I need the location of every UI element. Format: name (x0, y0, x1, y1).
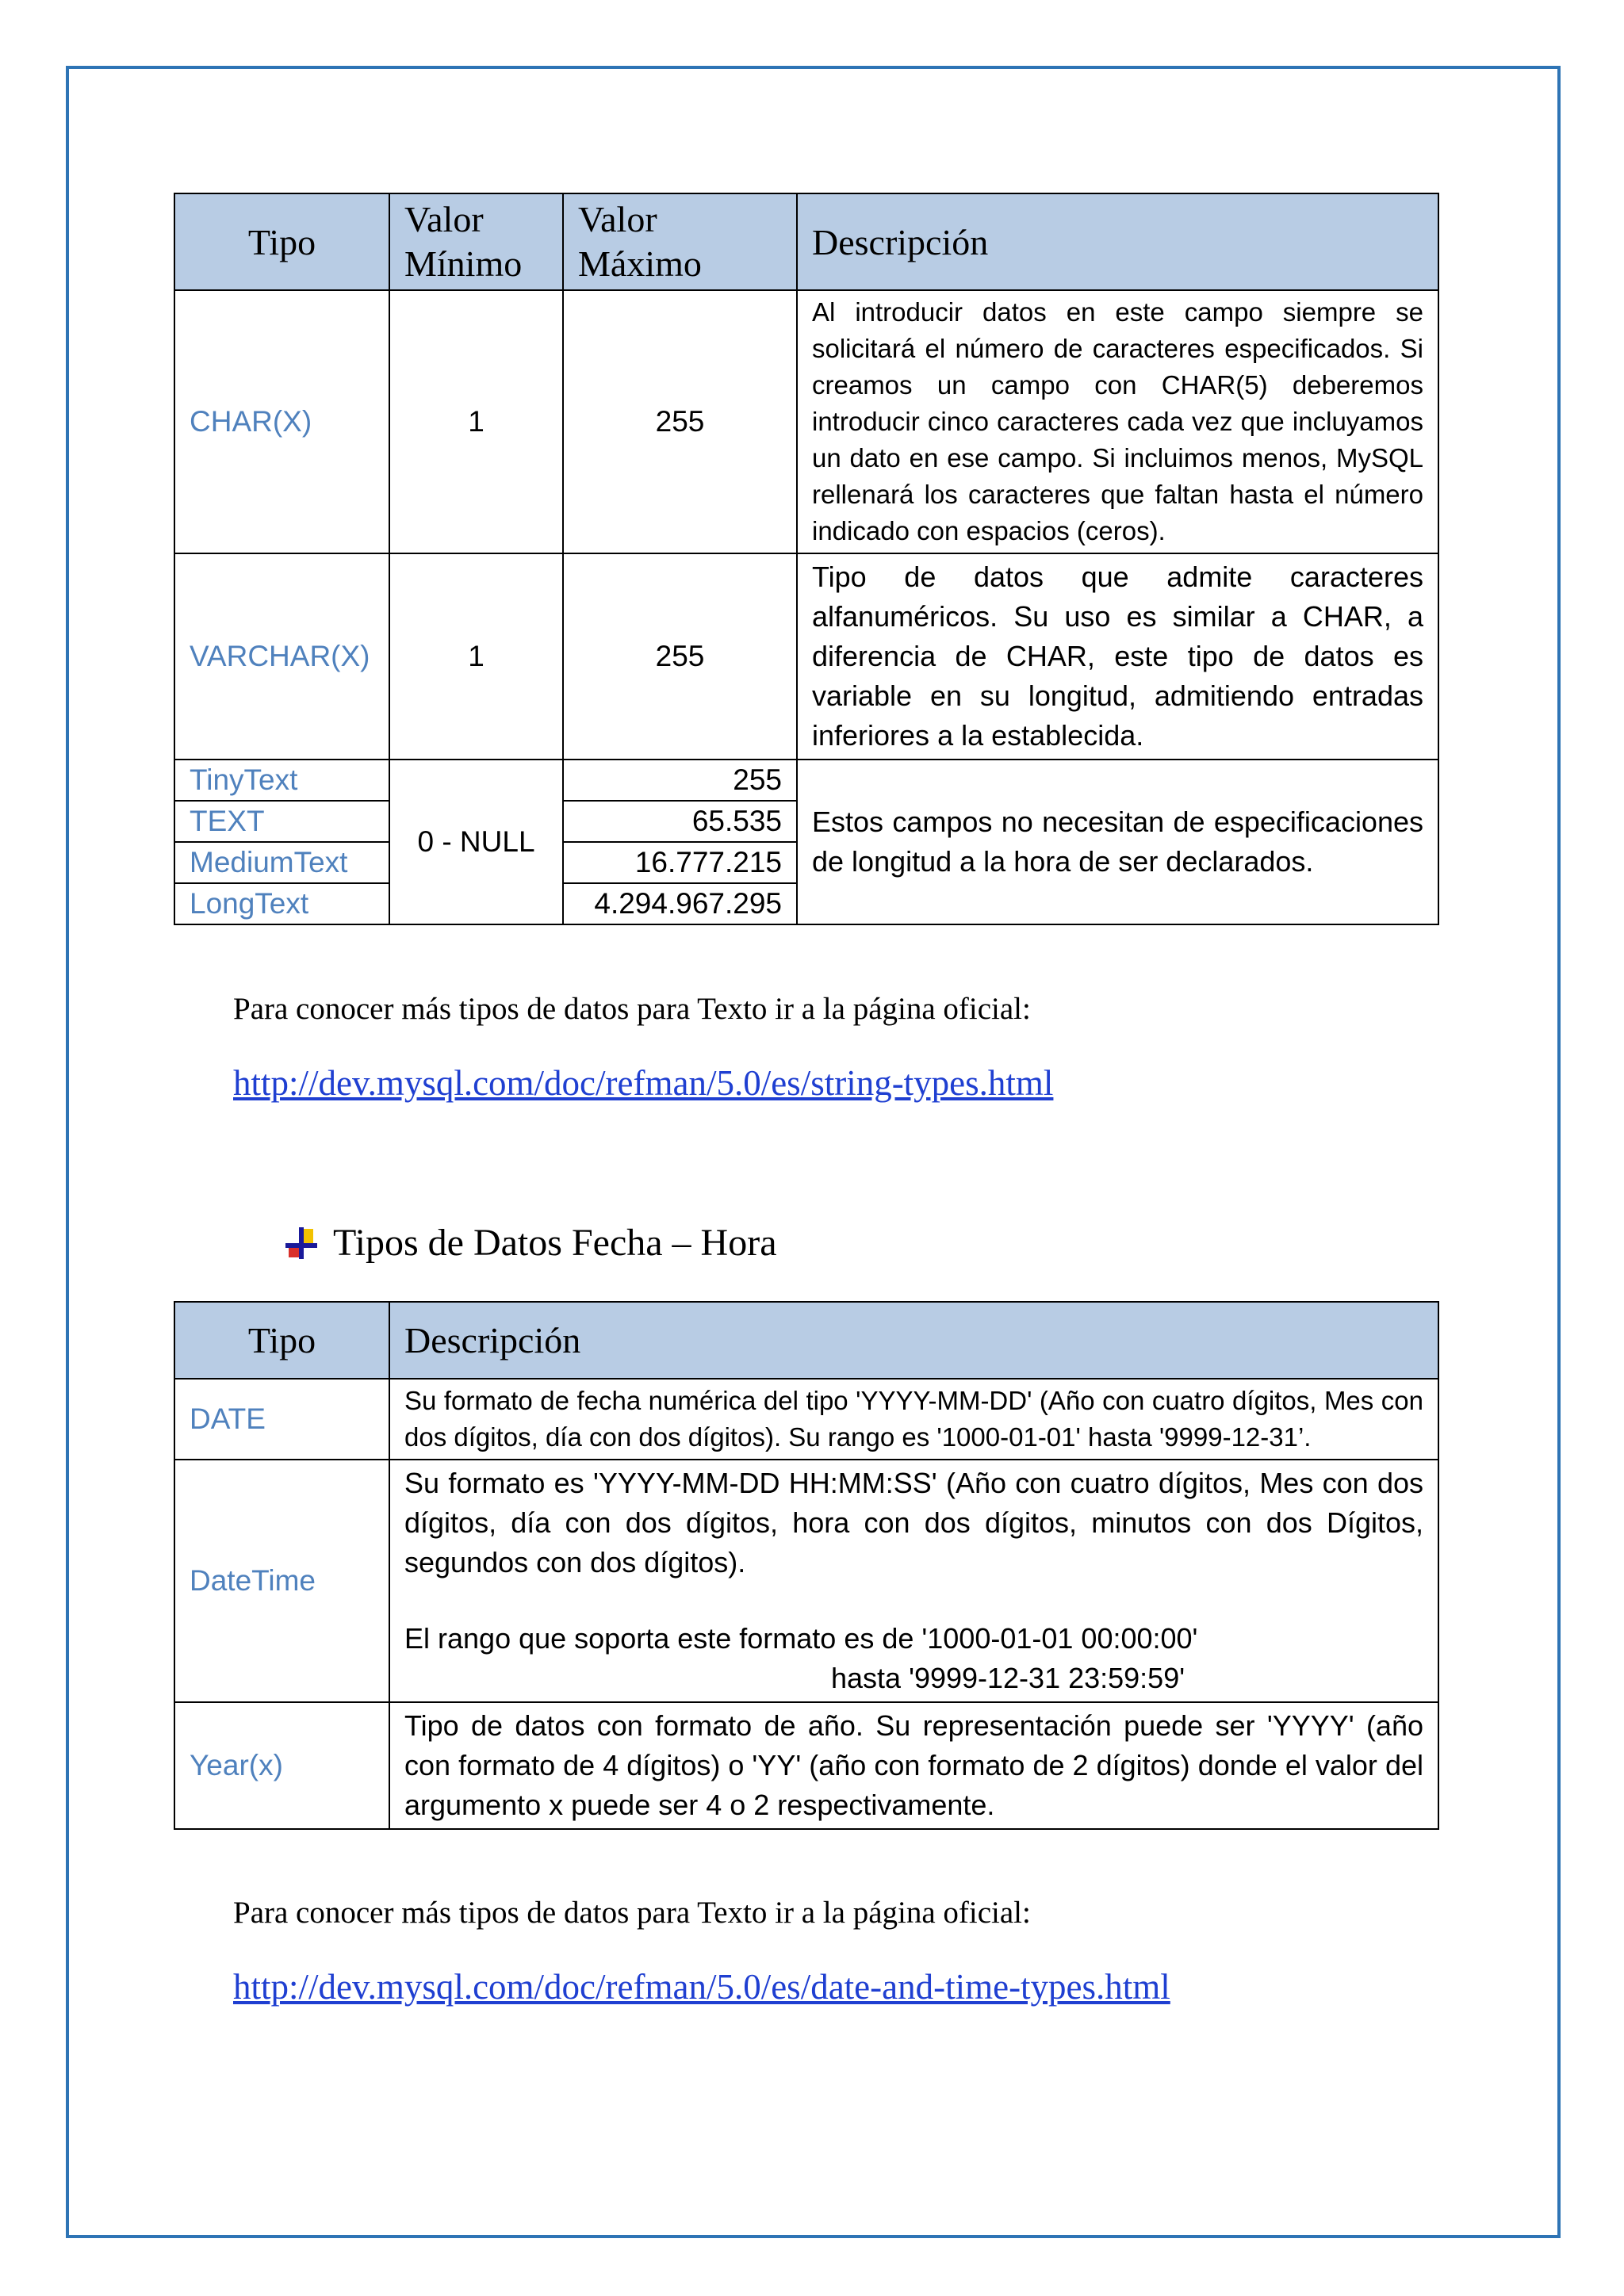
tinytext-max: 255 (563, 760, 797, 801)
datetime-description-p2: El rango que soporta este formato es de '1000-01-01 00:00:00' (404, 1622, 1198, 1655)
year-description: Tipo de datos con formato de año. Su representación puede ser 'YYYY' (año con formato de 4 dígitos) o 'YY' (año con formato de 2 dígitos) donde el valor del argumento x puede ser 4 o 2 respectivamente. (389, 1702, 1438, 1829)
text-group-min: 0 - NULL (389, 760, 563, 924)
text-max: 65.535 (563, 801, 797, 842)
header-max-line1: Valor (578, 199, 657, 239)
datetime-types-table (174, 1301, 1439, 1830)
type-mediumtext: MediumText (174, 842, 389, 883)
colored-cross-bullet-icon (285, 1227, 317, 1259)
header-min-line2: Mínimo (404, 243, 523, 284)
varchar-description: Tipo de datos que admite caracteres alfanuméricos. Su uso es similar a CHAR, a diferencia de CHAR, este tipo de datos es variable en su longitud, admitiendo entradas inferiores a la establecida. (797, 553, 1438, 760)
header-descripcion: Descripción (389, 1302, 1438, 1379)
table-header-row (174, 193, 1438, 290)
datetime-info-paragraph: Para conocer más tipos de datos para Texto ir a la página oficial: (233, 1896, 1031, 1930)
date-time-types-link[interactable]: http://dev.mysql.com/doc/refman/5.0/es/date-and-time-types.html (233, 1967, 1170, 2007)
table-row (174, 290, 1438, 553)
table-row (174, 553, 1438, 760)
type-char: CHAR(X) (174, 290, 389, 553)
header-valor-minimo (389, 193, 563, 290)
header-max-line2: Máximo (578, 243, 702, 284)
string-types-link[interactable]: http://dev.mysql.com/doc/refman/5.0/es/string-types.html (233, 1063, 1054, 1103)
header-valor-maximo (563, 193, 797, 290)
date-description: Su formato de fecha numérica del tipo 'YYYY-MM-DD' (Año con cuatro dígitos, Mes con dos dígitos, día con dos dígitos). Su rango es '1000-01-01' hasta '9999-12-31’. (389, 1379, 1438, 1460)
table-header-row (174, 1302, 1438, 1379)
char-max: 255 (563, 290, 797, 553)
longtext-max: 4.294.967.295 (563, 883, 797, 924)
type-date: DATE (174, 1379, 389, 1460)
varchar-min: 1 (389, 553, 563, 760)
datetime-description-p3: hasta '9999-12-31 23:59:59' (831, 1662, 1185, 1694)
header-min-line1: Valor (404, 199, 484, 239)
header-tipo: Tipo (174, 1302, 389, 1379)
datetime-description (389, 1460, 1438, 1702)
table-row (174, 1379, 1438, 1460)
char-min: 1 (389, 290, 563, 553)
datetime-heading-text: Tipos de Datos Fecha – Hora (333, 1222, 777, 1264)
text-group-description: Estos campos no necesitan de especificaciones de longitud a la hora de ser declarados. (797, 760, 1438, 924)
table-row (174, 760, 1438, 801)
mediumtext-max: 16.777.215 (563, 842, 797, 883)
text-types-table (174, 193, 1439, 925)
header-tipo: Tipo (174, 193, 389, 290)
type-tinytext: TinyText (174, 760, 389, 801)
datetime-description-p1: Su formato es 'YYYY-MM-DD HH:MM:SS' (Año con cuatro dígitos, Mes con dos dígitos, día con dos dígitos, hora con dos dígitos, minutos con dos Dígitos, segundos con dos dígitos). (404, 1467, 1423, 1578)
table-row (174, 1460, 1438, 1702)
varchar-max: 255 (563, 553, 797, 760)
datetime-section-heading (285, 1221, 777, 1265)
table-row (174, 1702, 1438, 1829)
type-year: Year(x) (174, 1702, 389, 1829)
char-description: Al introducir datos en este campo siempre se solicitará el número de caracteres especificados. Si creamos un campo con CHAR(5) deberemos introducir cinco caracteres cada vez que incluyamos un dato en ese campo. Si incluimos menos, MySQL rellenará los caracteres que faltan hasta el número indicado con espacios (ceros). (797, 290, 1438, 553)
type-datetime: DateTime (174, 1460, 389, 1702)
type-varchar: VARCHAR(X) (174, 553, 389, 760)
text-types-info-paragraph: Para conocer más tipos de datos para Texto ir a la página oficial: (233, 992, 1031, 1026)
type-longtext: LongText (174, 883, 389, 924)
type-text: TEXT (174, 801, 389, 842)
header-descripcion: Descripción (797, 193, 1438, 290)
